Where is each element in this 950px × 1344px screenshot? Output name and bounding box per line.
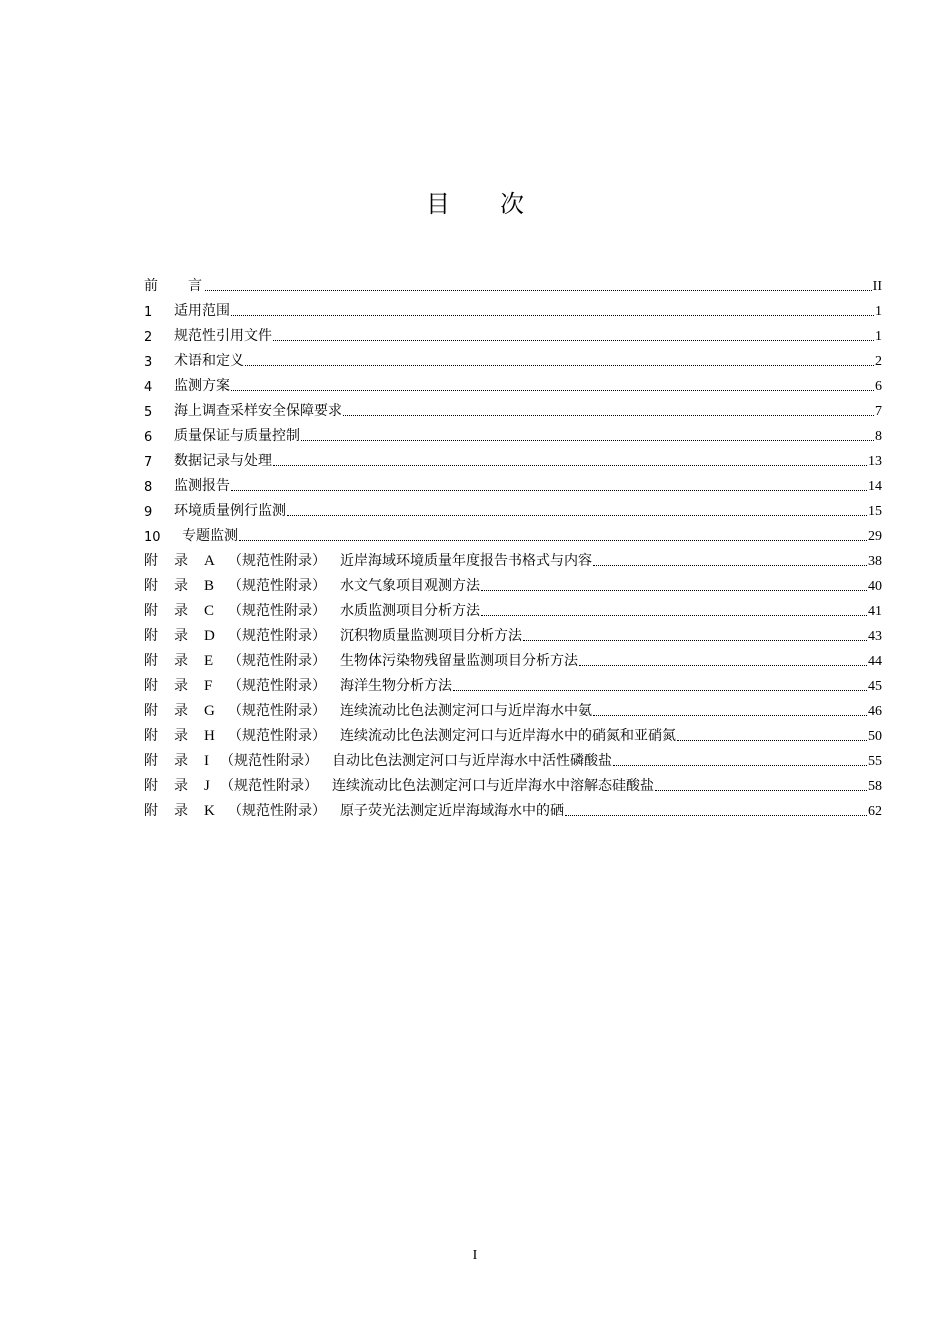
toc-leader-dots (343, 415, 874, 416)
toc-entry-appendix-g[interactable] (144, 695, 882, 720)
toc-entry-section-6[interactable] (144, 420, 882, 445)
toc-section-label: 海上调查采样安全保障要求 (174, 403, 342, 419)
toc-section-number: 4 (144, 380, 153, 395)
toc-section-number: 5 (144, 405, 153, 420)
toc-appendix-label: 自动比色法测定河口与近岸海水中活性磷酸盐 (332, 753, 612, 769)
toc-leader-dots (579, 665, 867, 666)
toc-appendix-heading: 附 录 D （规范性附录） (144, 625, 340, 645)
toc-entry-appendix-f[interactable] (144, 670, 882, 695)
toc-appendix-heading: 附 录 G （规范性附录） (144, 700, 340, 720)
toc-entry-preface[interactable] (144, 270, 882, 295)
toc-entry-section-8[interactable] (144, 470, 882, 495)
toc-entry-section-7[interactable] (144, 445, 882, 470)
toc-page-number: 38 (868, 554, 882, 569)
toc-appendix-type: （规范性附录） (228, 553, 326, 569)
toc-entry-appendix-c[interactable] (144, 595, 882, 620)
toc-appendix-label: 原子荧光法测定近岸海域海水中的硒 (340, 803, 564, 819)
toc-leader-dots (205, 290, 872, 291)
toc-appendix-heading: 附 录 H （规范性附录） (144, 725, 340, 745)
toc-page-number: 14 (868, 479, 882, 494)
toc-entry-appendix-i[interactable] (144, 745, 882, 770)
toc-section-number: 3 (144, 355, 153, 370)
toc-appendix-label: 海洋生物分析方法 (340, 678, 452, 694)
toc-appendix-heading: 附 录 J （规范性附录） (144, 775, 332, 795)
table-of-contents (144, 270, 882, 820)
toc-appendix-letter: F (204, 678, 213, 694)
toc-section-number: 8 (144, 480, 153, 495)
toc-entry-appendix-h[interactable] (144, 720, 882, 745)
toc-appendix-type: （规范性附录） (220, 753, 318, 769)
toc-appendix-label: 连续流动比色法测定河口与近岸海水中溶解态硅酸盐 (332, 778, 654, 794)
toc-entry-appendix-a[interactable] (144, 545, 882, 570)
toc-appendix-heading: 附 录 C （规范性附录） (144, 600, 340, 620)
toc-appendix-letter: C (204, 603, 215, 619)
toc-appendix-type: （规范性附录） (228, 653, 326, 669)
toc-leader-dots (565, 815, 867, 816)
toc-section-label: 数据记录与处理 (174, 453, 272, 469)
toc-leader-dots (273, 340, 874, 341)
toc-page-number: 41 (868, 604, 882, 619)
toc-appendix-heading: 附 录 B （规范性附录） (144, 575, 340, 595)
toc-leader-dots (453, 690, 867, 691)
toc-appendix-heading: 附 录 F （规范性附录） (144, 675, 340, 695)
toc-entry-section-9[interactable] (144, 495, 882, 520)
toc-section-number: 6 (144, 430, 153, 445)
toc-preface-label: 前 言 (144, 278, 202, 294)
toc-appendix-label: 水文气象项目观测方法 (340, 578, 480, 594)
toc-entry-section-10[interactable] (144, 520, 882, 545)
toc-page-number: 6 (875, 379, 882, 394)
toc-appendix-label: 连续流动比色法测定河口与近岸海水中氨 (340, 703, 592, 719)
toc-appendix-letter: D (204, 628, 215, 644)
toc-page-number: 1 (875, 329, 882, 344)
toc-page-number: 13 (868, 454, 882, 469)
toc-page-number: 29 (868, 529, 882, 544)
toc-page-number: 50 (868, 729, 882, 744)
toc-appendix-label: 水质监测项目分析方法 (340, 603, 480, 619)
toc-leader-dots (655, 790, 867, 791)
toc-leader-dots (613, 765, 867, 766)
toc-section-label: 适用范围 (174, 303, 230, 319)
toc-appendix-letter: E (204, 653, 214, 669)
toc-page-number: II (872, 279, 882, 294)
title-char-2: 次 (500, 190, 524, 218)
toc-page-number: 55 (868, 754, 882, 769)
toc-section-number: 1 (144, 305, 153, 320)
toc-leader-dots (273, 465, 867, 466)
toc-entry-section-4[interactable] (144, 370, 882, 395)
toc-section-label: 质量保证与质量控制 (174, 428, 300, 444)
toc-section-label: 监测方案 (174, 378, 230, 394)
toc-page-number: 15 (868, 504, 882, 519)
toc-section-number: 7 (144, 455, 153, 470)
toc-appendix-label: 连续流动比色法测定河口与近岸海水中的硝氮和亚硝氮 (340, 728, 676, 744)
toc-appendix-letter: A (204, 553, 215, 569)
toc-entry-appendix-d[interactable] (144, 620, 882, 645)
toc-leader-dots (593, 715, 867, 716)
toc-leader-dots (245, 365, 874, 366)
toc-appendix-letter: I (204, 753, 209, 769)
toc-appendix-heading: 附 录 K （规范性附录） (144, 800, 340, 820)
toc-appendix-heading: 附 录 A （规范性附录） (144, 550, 340, 570)
toc-appendix-label: 生物体污染物残留量监测项目分析方法 (340, 653, 578, 669)
toc-page-number: 44 (868, 654, 882, 669)
toc-appendix-label: 近岸海域环境质量年度报告书格式与内容 (340, 553, 592, 569)
toc-page-number: 2 (875, 354, 882, 369)
toc-entry-section-5[interactable] (144, 395, 882, 420)
toc-entry-appendix-b[interactable] (144, 570, 882, 595)
toc-entry-appendix-j[interactable] (144, 770, 882, 795)
toc-appendix-type: （规范性附录） (228, 728, 326, 744)
page-footer-number: I (472, 1248, 478, 1263)
toc-appendix-heading: 附 录 E （规范性附录） (144, 650, 340, 670)
toc-leader-dots (593, 565, 867, 566)
page-title (0, 184, 950, 219)
toc-appendix-type: （规范性附录） (220, 778, 318, 794)
toc-entry-section-3[interactable] (144, 345, 882, 370)
toc-appendix-letter: K (204, 803, 215, 819)
toc-appendix-type: （规范性附录） (228, 678, 326, 694)
toc-section-label: 专题监测 (182, 528, 238, 544)
toc-leader-dots (523, 640, 867, 641)
toc-appendix-type: （规范性附录） (228, 628, 326, 644)
toc-appendix-heading: 附 录 I （规范性附录） (144, 750, 332, 770)
toc-page-number: 8 (875, 429, 882, 444)
toc-section-number: 9 (144, 505, 153, 520)
toc-leader-dots (287, 515, 867, 516)
toc-leader-dots (239, 540, 867, 541)
toc-page-number: 45 (868, 679, 882, 694)
toc-appendix-letter: B (204, 578, 215, 594)
toc-leader-dots (301, 440, 874, 441)
toc-page-number: 40 (868, 579, 882, 594)
toc-appendix-label: 沉积物质量监测项目分析方法 (340, 628, 522, 644)
toc-appendix-type: （规范性附录） (228, 603, 326, 619)
toc-page-number: 46 (868, 704, 882, 719)
toc-entry-appendix-e[interactable] (144, 645, 882, 670)
title-char-1: 目 (426, 190, 450, 218)
toc-page-number: 7 (875, 404, 882, 419)
toc-appendix-letter: G (204, 703, 215, 719)
toc-leader-dots (677, 740, 867, 741)
toc-appendix-type: （规范性附录） (228, 578, 326, 594)
toc-section-label: 监测报告 (174, 478, 230, 494)
toc-leader-dots (231, 490, 867, 491)
toc-appendix-type: （规范性附录） (228, 803, 326, 819)
toc-entry-section-1[interactable] (144, 295, 882, 320)
toc-leader-dots (231, 315, 874, 316)
toc-section-label: 环境质量例行监测 (174, 503, 286, 519)
toc-page-number: 58 (868, 779, 882, 794)
toc-appendix-type: （规范性附录） (228, 703, 326, 719)
toc-appendix-letter: J (204, 778, 210, 794)
toc-leader-dots (481, 590, 867, 591)
toc-section-label: 规范性引用文件 (174, 328, 272, 344)
toc-appendix-letter: H (204, 728, 215, 744)
toc-section-label: 术语和定义 (174, 353, 244, 369)
toc-page-number: 62 (868, 804, 882, 819)
toc-section-number: 2 (144, 330, 153, 345)
toc-entry-section-2[interactable] (144, 320, 882, 345)
toc-page-number: 1 (875, 304, 882, 319)
toc-section-number: 10 (144, 530, 161, 545)
toc-page-number: 43 (868, 629, 882, 644)
toc-leader-dots (481, 615, 867, 616)
toc-leader-dots (231, 390, 874, 391)
toc-entry-appendix-k[interactable] (144, 795, 882, 820)
